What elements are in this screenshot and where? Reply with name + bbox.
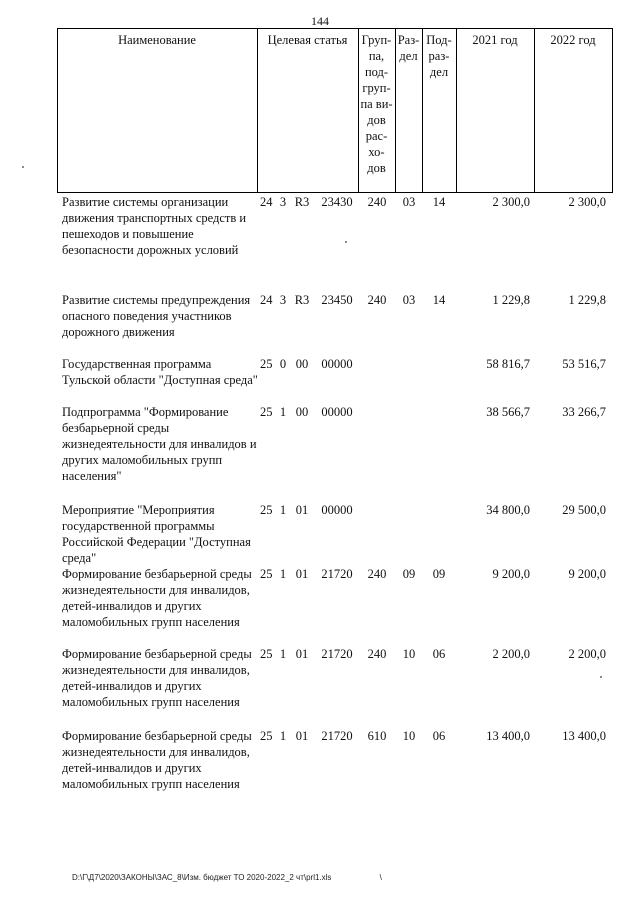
- row-target-4: 00000: [321, 357, 353, 371]
- row-2021: 2 300,0: [492, 195, 530, 209]
- row-target-2: 3: [279, 293, 287, 307]
- row-group: 240: [367, 195, 387, 209]
- column-divider: [534, 28, 535, 192]
- row-name: Развитие системы предупреждения опасного поведения участников дорожного движения: [62, 293, 251, 339]
- row-podrazdel: 09: [432, 567, 446, 581]
- row-target-4: 23430: [321, 195, 353, 209]
- row-target-1: 25: [260, 729, 273, 743]
- header-podrazdel: Под- раз- дел: [426, 33, 452, 79]
- row-2022: 2 300,0: [568, 195, 606, 209]
- row-target-3: 00: [295, 405, 309, 419]
- row-target-4: 23450: [321, 293, 353, 307]
- row-name: Формирование безбарьерной среды жизнедеятельности для инвалидов, детей-инвалидов и других маломобильных групп населения: [62, 647, 252, 709]
- table-top-border: [57, 28, 613, 29]
- footer-mark: \: [379, 873, 382, 882]
- row-2022: 29 500,0: [562, 503, 606, 517]
- row-name: Подпрограмма "Формирование безбарьерной среды жизнедеятельности для инвалидов и других маломобильных групп населения": [62, 405, 257, 483]
- row-name: Государственная программа Тульской области "Доступная среда": [62, 357, 258, 387]
- row-group: 240: [367, 293, 387, 307]
- row-target-4: 21720: [321, 567, 353, 581]
- header-2022: 2022 год: [550, 33, 596, 47]
- row-2021: 58 816,7: [486, 357, 530, 371]
- row-target-4: 21720: [321, 729, 353, 743]
- row-target-4: 00000: [321, 503, 353, 517]
- page-number: 144: [311, 14, 329, 28]
- row-target-1: 25: [260, 503, 273, 517]
- row-2022: 2 200,0: [568, 647, 606, 661]
- row-target-2: 1: [279, 567, 287, 581]
- row-target-3: 01: [295, 647, 309, 661]
- header-group: Груп- па, под- груп- па ви- дов рас- хо- дов: [360, 33, 393, 175]
- row-2021: 2 200,0: [492, 647, 530, 661]
- column-divider: [612, 28, 613, 192]
- row-target-2: 1: [279, 405, 287, 419]
- file-path-footer: [72, 873, 382, 882]
- row-target-4: 00000: [321, 405, 353, 419]
- row-target-4: 21720: [321, 647, 353, 661]
- column-divider: [456, 28, 457, 192]
- row-target-3: 01: [295, 503, 309, 517]
- row-razdel: 03: [402, 293, 416, 307]
- row-target-1: 24: [260, 195, 273, 209]
- row-podrazdel: 06: [432, 647, 446, 661]
- row-podrazdel: 14: [432, 195, 446, 209]
- header-2021: 2021 год: [472, 33, 518, 47]
- row-name: Формирование безбарьерной среды жизнедеятельности для инвалидов, детей-инвалидов и других маломобильных групп населения: [62, 567, 252, 629]
- row-group: 610: [367, 729, 387, 743]
- row-target-1: 25: [260, 567, 273, 581]
- scan-speck: [22, 166, 24, 168]
- header-bottom-border: [57, 192, 613, 193]
- row-2021: 13 400,0: [486, 729, 530, 743]
- row-target-2: 0: [279, 357, 287, 371]
- row-target-3: R3: [294, 195, 310, 209]
- row-name: Развитие системы организации движения транспортных средств и пешеходов и повышение безопасности дорожных условий: [62, 195, 247, 257]
- header-razdel: Раз- дел: [397, 33, 420, 63]
- file-path: D:\Г\Д7\2020\ЗАКОНЫ\ЗАС_8\Изм. бюджет ТО 2020-2022_2 чт\prl1.xls: [72, 873, 332, 882]
- row-target-2: 3: [279, 195, 287, 209]
- header-target-article: Целевая статья: [267, 33, 348, 47]
- row-2021: 38 566,7: [486, 405, 530, 419]
- scan-speck: [345, 241, 347, 243]
- header-name: Наименование: [118, 33, 196, 47]
- row-2022: 13 400,0: [562, 729, 606, 743]
- row-2022: 33 266,7: [562, 405, 606, 419]
- row-2022: 9 200,0: [568, 567, 606, 581]
- row-podrazdel: 06: [432, 729, 446, 743]
- row-group: 240: [367, 647, 387, 661]
- row-group: 240: [367, 567, 387, 581]
- row-target-2: 1: [279, 729, 287, 743]
- row-target-3: 01: [295, 567, 309, 581]
- row-target-1: 25: [260, 357, 273, 371]
- column-divider: [57, 28, 58, 192]
- row-2021: 1 229,8: [492, 293, 530, 307]
- row-razdel: 10: [402, 647, 416, 661]
- row-2021: 34 800,0: [486, 503, 530, 517]
- row-razdel: 03: [402, 195, 416, 209]
- row-podrazdel: 14: [432, 293, 446, 307]
- row-razdel: 10: [402, 729, 416, 743]
- row-target-3: R3: [294, 293, 310, 307]
- row-target-3: 00: [295, 357, 309, 371]
- row-target-1: 24: [260, 293, 273, 307]
- row-target-3: 01: [295, 729, 309, 743]
- row-target-2: 1: [279, 647, 287, 661]
- row-2022: 53 516,7: [562, 357, 606, 371]
- row-2021: 9 200,0: [492, 567, 530, 581]
- scan-speck: [600, 676, 602, 678]
- column-divider: [257, 28, 258, 192]
- row-name: Формирование безбарьерной среды жизнедеятельности для инвалидов, детей-инвалидов и других маломобильных групп населения: [62, 729, 252, 791]
- row-razdel: 09: [402, 567, 416, 581]
- row-target-1: 25: [260, 405, 273, 419]
- row-target-2: 1: [279, 503, 287, 517]
- row-name: Мероприятие "Мероприятия государственной программы Российской Федерации "Доступная среда": [62, 503, 251, 565]
- row-target-1: 25: [260, 647, 273, 661]
- row-2022: 1 229,8: [568, 293, 606, 307]
